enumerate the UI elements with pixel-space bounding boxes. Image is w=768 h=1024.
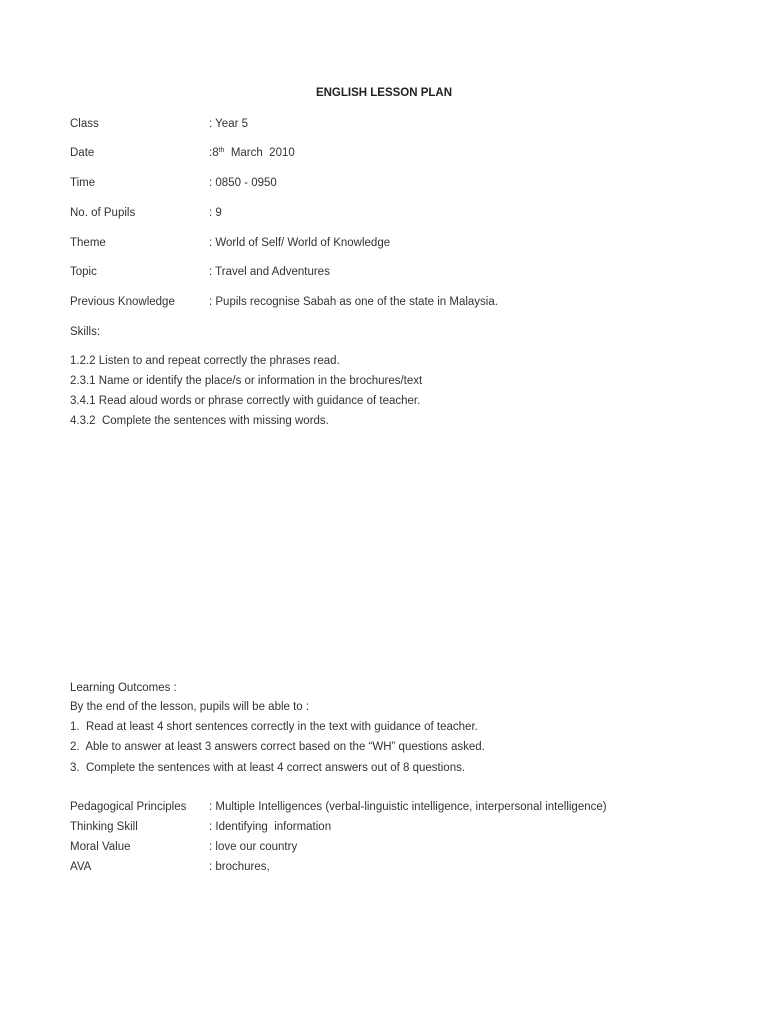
field-label: Theme [70,237,106,249]
field-value: : Travel and Adventures [209,266,330,278]
field-value: : brochures, [209,861,270,873]
field-label: Date [70,147,95,159]
date-prefix: :8 [209,147,219,159]
field-value: : Pupils recognise Sabah as one of the state in Malaysia. [209,296,498,308]
field-no-of-pupils [70,205,730,221]
field-moral-value [70,839,730,855]
field-label: Moral Value [70,841,131,853]
field-label: Class [70,118,99,130]
field-value: : 0850 - 0950 [209,177,277,189]
skill-item: 1.2.2 Listen to and repeat correctly the phrases read. [70,355,340,367]
field-time [70,175,730,191]
field-label: AVA [70,861,92,873]
field-value: : love our country [209,841,298,853]
outcome-item: 3. Complete the sentences with at least 4 correct answers out of 8 questions. [70,762,466,774]
field-previous-knowledge [70,294,730,310]
outcomes-intro: By the end of the lesson, pupils will be able to : [70,701,310,713]
field-value: : Year 5 [209,118,249,130]
field-pedagogical-principles [70,799,730,815]
outcome-item: 2. Able to answer at least 3 answers correct based on the “WH” questions asked. [70,741,485,753]
date-suffix: March 2010 [224,147,295,159]
field-theme [70,235,730,251]
outcomes-heading: Learning Outcomes : [70,682,177,694]
skill-item: 2.3.1 Name or identify the place/s or information in the brochures/text [70,375,423,387]
field-label: Time [70,177,96,189]
field-label: Thinking Skill [70,821,138,833]
field-value: : Multiple Intelligences (verbal-linguistic intelligence, interpersonal intelligence) [209,801,607,813]
field-ava [70,859,730,875]
field-thinking-skill [70,819,730,835]
document-title: ENGLISH LESSON PLAN [315,87,453,99]
field-label: Previous Knowledge [70,296,175,308]
field-class [70,116,730,132]
field-date [70,145,730,161]
field-label: Pedagogical Principles [70,801,187,813]
field-value: : Identifying information [209,821,332,833]
field-label: No. of Pupils [70,207,136,219]
skill-item: 4.3.2 Complete the sentences with missing words. [70,415,329,427]
field-label: Topic [70,266,97,278]
field-value: : World of Self/ World of Knowledge [209,237,391,249]
skills-heading: Skills: [70,326,101,338]
skill-item: 3.4.1 Read aloud words or phrase correctly with guidance of teacher. [70,395,421,407]
field-value [209,145,295,161]
field-topic [70,264,730,280]
date-ordinal: th [218,147,225,154]
outcome-item: 1. Read at least 4 short sentences correctly in the text with guidance of teacher. [70,721,478,733]
field-value: : 9 [209,207,222,219]
